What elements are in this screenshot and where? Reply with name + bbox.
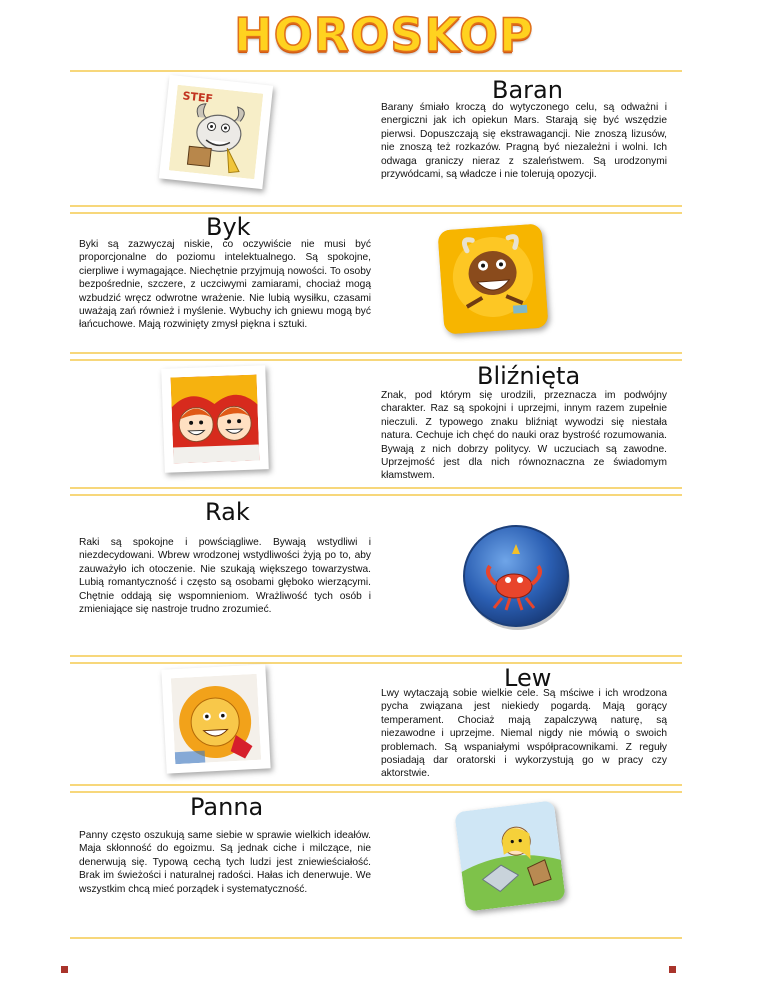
divider [70, 494, 682, 496]
card-caption: STEF [181, 89, 214, 106]
divider [70, 655, 682, 657]
sign-description: Byki są zazwyczaj niskie, co oczywiście nie musi być proporcjonalne do poziomu intelektualnego. Są spokojne, cierpliwe i wymagające. Niechętnie przyjmują nowości. To osoby bezpośrednie, szczere, z uczciwymi zamiarami, chociaż mogą wzbudzić wręcz odwrotne wrażenie. Nie lubią wysiłku, czasami uważają zań również i myślenie. Wybuchy ich gniewu mogą być łańcuchowe. Mają rozwinięty zmysł piękna i sztuki. [79, 239, 371, 331]
divider [70, 487, 682, 489]
sign-name: Baran [492, 76, 563, 104]
sign-illustration [161, 365, 269, 473]
sign-illustration [454, 800, 565, 911]
divider [70, 359, 682, 361]
divider [70, 662, 682, 664]
divider [70, 352, 682, 354]
divider [70, 784, 682, 786]
sign-illustration [437, 223, 548, 334]
sign-name: Bliźnięta [477, 362, 581, 390]
sign-description: Znak, pod którym się urodzili, przeznacza im podwójny charakter. Raz są spokojni i uprzejmi, innym razem zupełnie nieczuli. Z typowego znaku bliźniąt wywodzi się niestała natura. Cechuje ich chęć do nauki oraz bystrość rozumowania. Bywają z nich dobrzy politycy. W uczuciach są zawodne. Uprzejmość jest dla nich równoznaczna ze świadomym kłamstwem. [381, 390, 667, 482]
corner-marker [669, 966, 676, 973]
sign-name: Byk [206, 213, 251, 241]
divider [70, 212, 682, 214]
sign-description: Panny często oszukują same siebie w sprawie wielkich ideałów. Maja skłonność do egoizmu. Są jednak ciche i milczące, nie denerwują się. Typową cechą tych ludzi jest zniewieściałość. Brak im świeżości i naturalnej radości. Hałas ich denerwuje. We wszystkim chcą mieć porządek i systematyczność. [79, 830, 371, 895]
sign-illustration [454, 514, 578, 638]
sign-description: Raki są spokojne i powściągliwe. Bywają wstydliwi i niezdecydowani. Wbrew wrodzonej wstydliwości żyją po to, aby zauważyło ich otoczenie. Nie szukają większego towarzystwa. Lubią romantyczność i często są osobami głęboko wierzącymi. Chętnie oddają się wspomnieniom. Wrażliwość tych osób i zmieniające się nastroje trudno zrozumieć. [79, 537, 371, 616]
divider [70, 791, 682, 793]
sign-illustration [161, 664, 270, 773]
sign-description: Lwy wytaczają sobie wielkie cele. Są mściwe i ich wrodzona pycha związana jest niekiedy pogardą. Mają gorący temperament. Chociaż mają zapalczywą naturę, są niezawodne i uprzejme. Niemal nigdy nie mówią o swoich problemach. Są wspaniałymi współpracownikami. Z reguły posiadają dar oratorski i wykorzystują go w pracy czy aktorstwie. [381, 688, 667, 780]
sign-name: Panna [190, 793, 264, 821]
divider [70, 70, 682, 72]
sign-description: Barany śmiało kroczą do wytyczonego celu, są odważni i energiczni jak ich opiekun Mars. Starają się być wszędzie pierwsi. Dopuszczają się ekstrawagancji. Nie znoszą lizusów, nie znoszą też rozkazów. Pragną być niezależni i wolni. Ich odwaga graniczy nieraz z szaleństwem. Są urodzonymi przywódcami, są władcze i nie tolerują opozycji. [381, 102, 667, 181]
sign-illustration [159, 75, 273, 189]
divider [70, 937, 682, 939]
sign-name: Rak [205, 498, 250, 526]
page-title: HOROSKOP [234, 8, 534, 62]
corner-marker [61, 966, 68, 973]
divider [70, 205, 682, 207]
sign-name: Lew [504, 664, 552, 692]
